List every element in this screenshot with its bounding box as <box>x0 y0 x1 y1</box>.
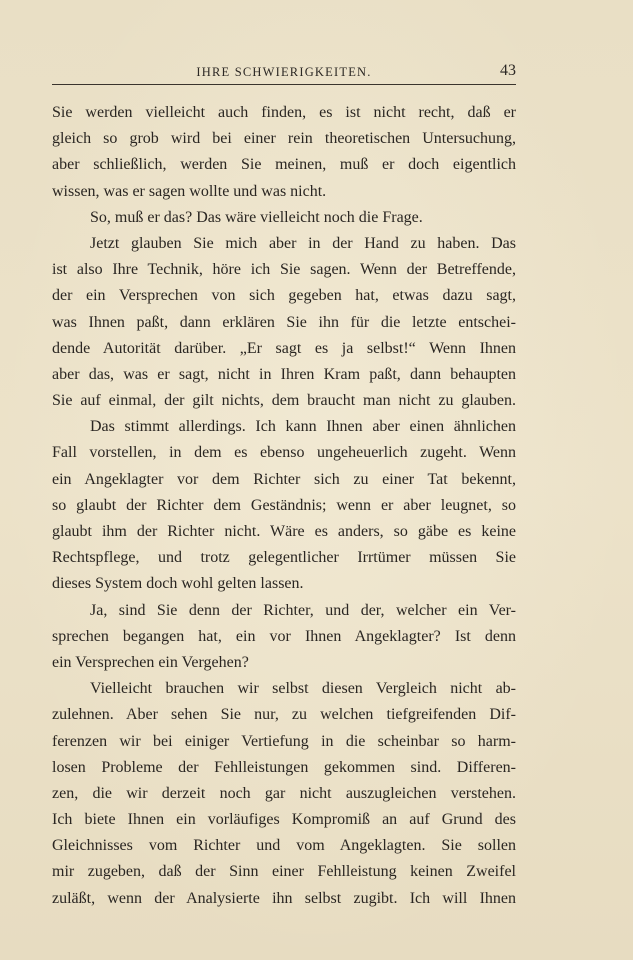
text-line: zuläßt, wenn der Analysierte ihn selbst zugibt. Ich will Ihnen <box>52 889 516 907</box>
page-header <box>52 62 516 84</box>
text-line: Sie auf einmal, der gilt nichts, dem braucht man nicht zu glauben. <box>52 392 516 410</box>
text-line: aber schließlich, werden Sie meinen, muß er doch eigentlich <box>52 156 516 174</box>
running-head: IHRE SCHWIERIGKEITEN. <box>196 65 372 79</box>
text-line: ist also Ihre Technik, höre ich Sie sagen. Wenn der Betreffende, <box>52 261 516 279</box>
text-line: zen, die wir derzeit noch gar nicht auszugleichen verstehen. <box>52 784 516 802</box>
text-line: Sie werden vielleicht auch finden, es ist nicht recht, daß er <box>52 104 516 121</box>
page-body <box>52 100 516 912</box>
text-line: Jetzt glauben Sie mich aber in der Hand zu haben. Das <box>90 234 516 252</box>
text-line: dende Autorität darüber. „Er sagt es ja selbst!“ Wenn Ihnen <box>52 339 516 357</box>
text-line: Ich biete Ihnen ein vorläufiges Kompromiß an auf Grund des <box>52 811 516 829</box>
text-line: mir zugeben, daß der Sinn einer Fehlleistung keinen Zweifel <box>52 863 516 881</box>
text-line: Ja, sind Sie denn der Richter, und der, welcher ein Ver- <box>90 601 516 619</box>
text-line: sprechen begangen hat, ein vor Ihnen Angeklagter? Ist denn <box>52 627 516 645</box>
text-line: Gleichnisses vom Richter und vom Angeklagten. Sie sollen <box>52 837 516 855</box>
text-line: aber das, was er sagt, nicht in Ihren Kram paßt, dann behaupten <box>52 365 516 383</box>
text-line: glaubt ihm der Richter nicht. Wäre es anders, so gäbe es keine <box>52 523 516 540</box>
text-line: der ein Versprechen von sich gegeben hat, etwas dazu sagt, <box>52 287 516 305</box>
text-line: gleich so grob wird bei einer rein theoretischen Untersuchung, <box>52 130 516 148</box>
header-rule <box>52 84 516 85</box>
text-line: Das stimmt allerdings. Ich kann Ihnen aber einen ähnlichen <box>90 418 516 436</box>
text-line: So, muß er das? Das wäre vielleicht noch die Frage. <box>90 208 423 226</box>
text-line: ferenzen wir bei einiger Vertiefung in die scheinbar so harm- <box>52 732 516 750</box>
text-line: was Ihnen paßt, dann erklären Sie ihn für die letzte entschei- <box>52 313 516 331</box>
text-line: dieses System doch wohl gelten lassen. <box>52 575 304 593</box>
text-line: wissen, was er sagen wollte und was nicht. <box>52 182 327 200</box>
text-line: Rechtspflege, und trotz gelegentlicher Irrtümer müssen Sie <box>52 549 516 567</box>
text-line: losen Probleme der Fehlleistungen gekommen sind. Differen- <box>52 758 516 776</box>
text-line: zulehnen. Aber sehen Sie nur, zu welchen tiefgreifenden Dif- <box>52 706 516 724</box>
text-line: Fall vorstellen, in dem es ebenso ungeheuerlich zugeht. Wenn <box>52 444 516 462</box>
text-line: so glaubt der Richter dem Geständnis; wenn er aber leugnet, so <box>52 496 516 514</box>
page-number: 43 <box>500 62 516 79</box>
text-line: ein Angeklagter vor dem Richter sich zu einer Tat bekennt, <box>52 470 516 488</box>
text-line: Vielleicht brauchen wir selbst diesen Vergleich nicht ab- <box>90 680 516 698</box>
text-line: ein Versprechen ein Vergehen? <box>52 653 249 671</box>
